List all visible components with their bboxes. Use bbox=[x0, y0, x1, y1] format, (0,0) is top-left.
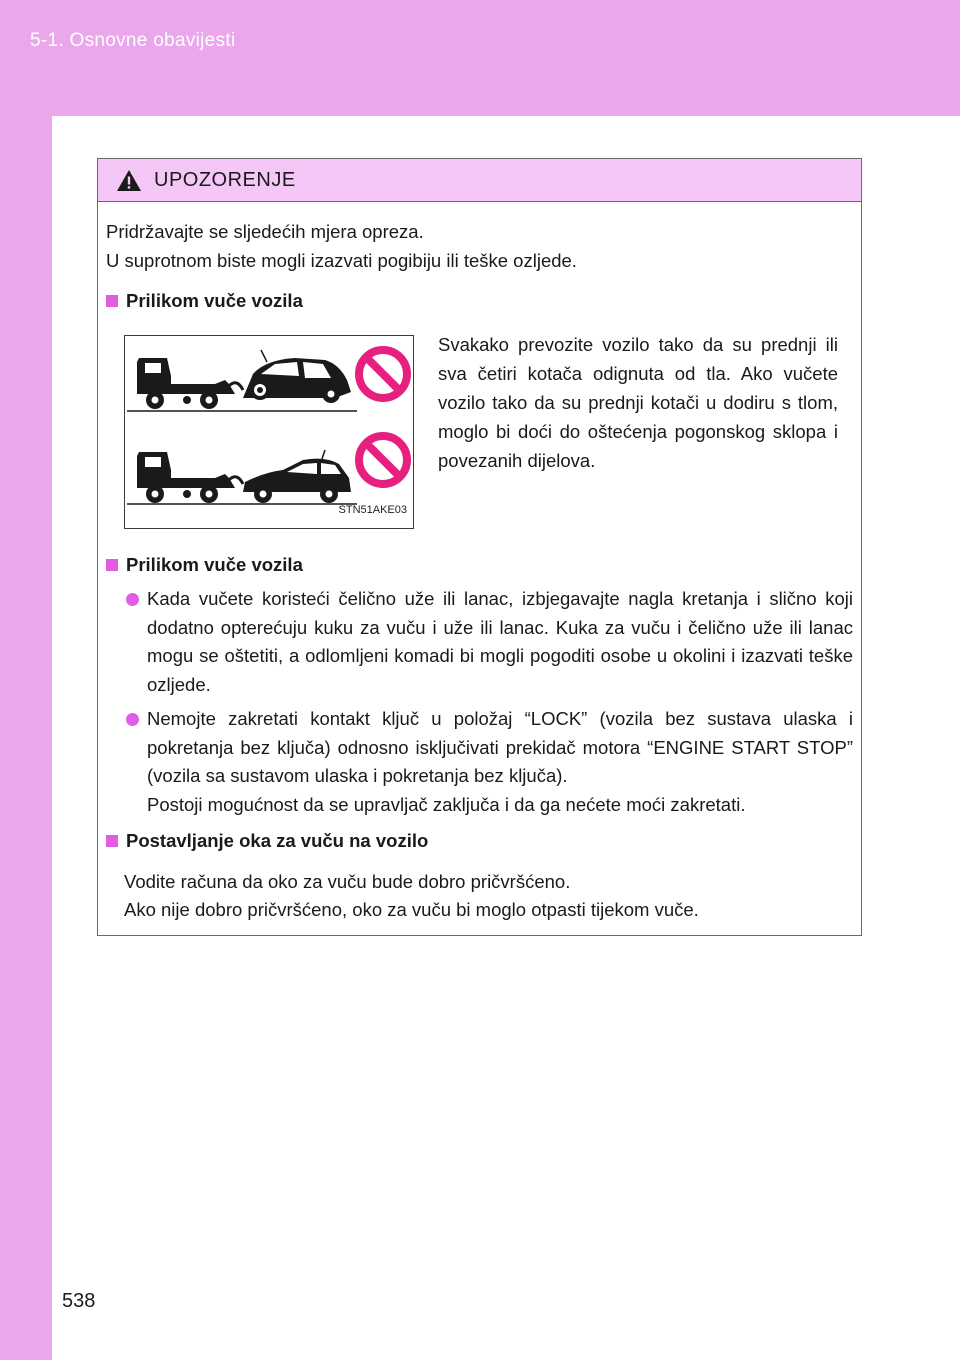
header-band bbox=[0, 0, 960, 116]
square-bullet-icon bbox=[106, 559, 118, 571]
page-number: 538 bbox=[62, 1290, 96, 1312]
tow-truck-top bbox=[137, 358, 243, 409]
round-bullet-icon bbox=[126, 713, 139, 726]
square-bullet-icon bbox=[106, 295, 118, 307]
warning-title: UPOZORENJE bbox=[154, 168, 296, 191]
list-item bbox=[126, 705, 853, 819]
prohibited-icon bbox=[359, 350, 407, 398]
tow-eye-line-2: Ako nije dobro pričvršćeno, oko za vuču bi moglo otpasti tijekom vuče. bbox=[124, 899, 699, 920]
round-bullet-icon bbox=[126, 593, 139, 606]
towing-illustration bbox=[124, 335, 414, 529]
towed-car-top bbox=[243, 350, 351, 403]
warning-header bbox=[98, 159, 861, 202]
section-heading-tow-eye bbox=[106, 827, 853, 856]
tow-truck-bottom bbox=[137, 452, 243, 503]
towed-car-bottom bbox=[243, 450, 351, 503]
bullet-text: Postoji mogućnost da se upravljač zaključa i da ga nećete moći zakretati. bbox=[147, 793, 746, 815]
figure-code: STN51AKE03 bbox=[338, 504, 407, 516]
square-bullet-icon bbox=[106, 835, 118, 847]
section-heading-text: Prilikom vuče vozila bbox=[126, 290, 303, 311]
tow-eye-text bbox=[124, 868, 853, 925]
figure-row bbox=[124, 334, 853, 529]
section-heading-towing-2 bbox=[106, 551, 853, 580]
section-heading-text: Prilikom vuče vozila bbox=[126, 553, 303, 575]
side-band bbox=[0, 116, 52, 1360]
list-item bbox=[126, 585, 853, 699]
prohibited-icon bbox=[359, 436, 407, 484]
bullet-text: Nemojte zakretati kontakt ključ u položaj “LOCK” (vozila bez sustava ulaska i pokretanja bez ključa) odnosno isključivati prekidač motora “ENGINE START STOP” (vozila sa sustavom ulaska i pokretanja bez ključa). bbox=[147, 708, 853, 786]
intro-line-1: Pridržavajte se sljedećih mjera opreza. bbox=[106, 221, 424, 242]
bullet-text-group bbox=[147, 705, 853, 819]
figure-description: Svakako prevozite vozilo tako da su prednji ili sva četiri kotača odignuta od tla. Ako vučete vozilo tako da su prednji kotači u dodiru s tlom, moglo bi doći do oštećenja pogonskog sklopa i povezanih dijelova. bbox=[438, 333, 838, 471]
intro-line-2: U suprotnom biste mogli izazvati pogibiju ili teške ozljede. bbox=[106, 249, 577, 271]
warning-box bbox=[97, 158, 862, 936]
bullet-text: Kada vučete koristeći čelično uže ili lanac, izbjegavajte nagla kretanja i slično koji dodatno opterećuju kuku za vuču i uže ili lanac. Kuka za vuču i čelično uže ili lanac mogu se oštetiti, a odlomljeni komadi bi mogli pogoditi osobe u okolini i izazvati teške ozljede. bbox=[147, 588, 853, 695]
section-heading-towing bbox=[106, 287, 853, 316]
tow-eye-line-1: Vodite računa da oko za vuču bude dobro pričvršćeno. bbox=[124, 870, 571, 892]
warning-body bbox=[98, 202, 861, 925]
warning-triangle-icon bbox=[116, 169, 142, 192]
section-heading-text: Postavljanje oka za vuču na vozilo bbox=[126, 830, 429, 851]
section-title: 5-1. Osnovne obavijesti bbox=[30, 30, 236, 51]
